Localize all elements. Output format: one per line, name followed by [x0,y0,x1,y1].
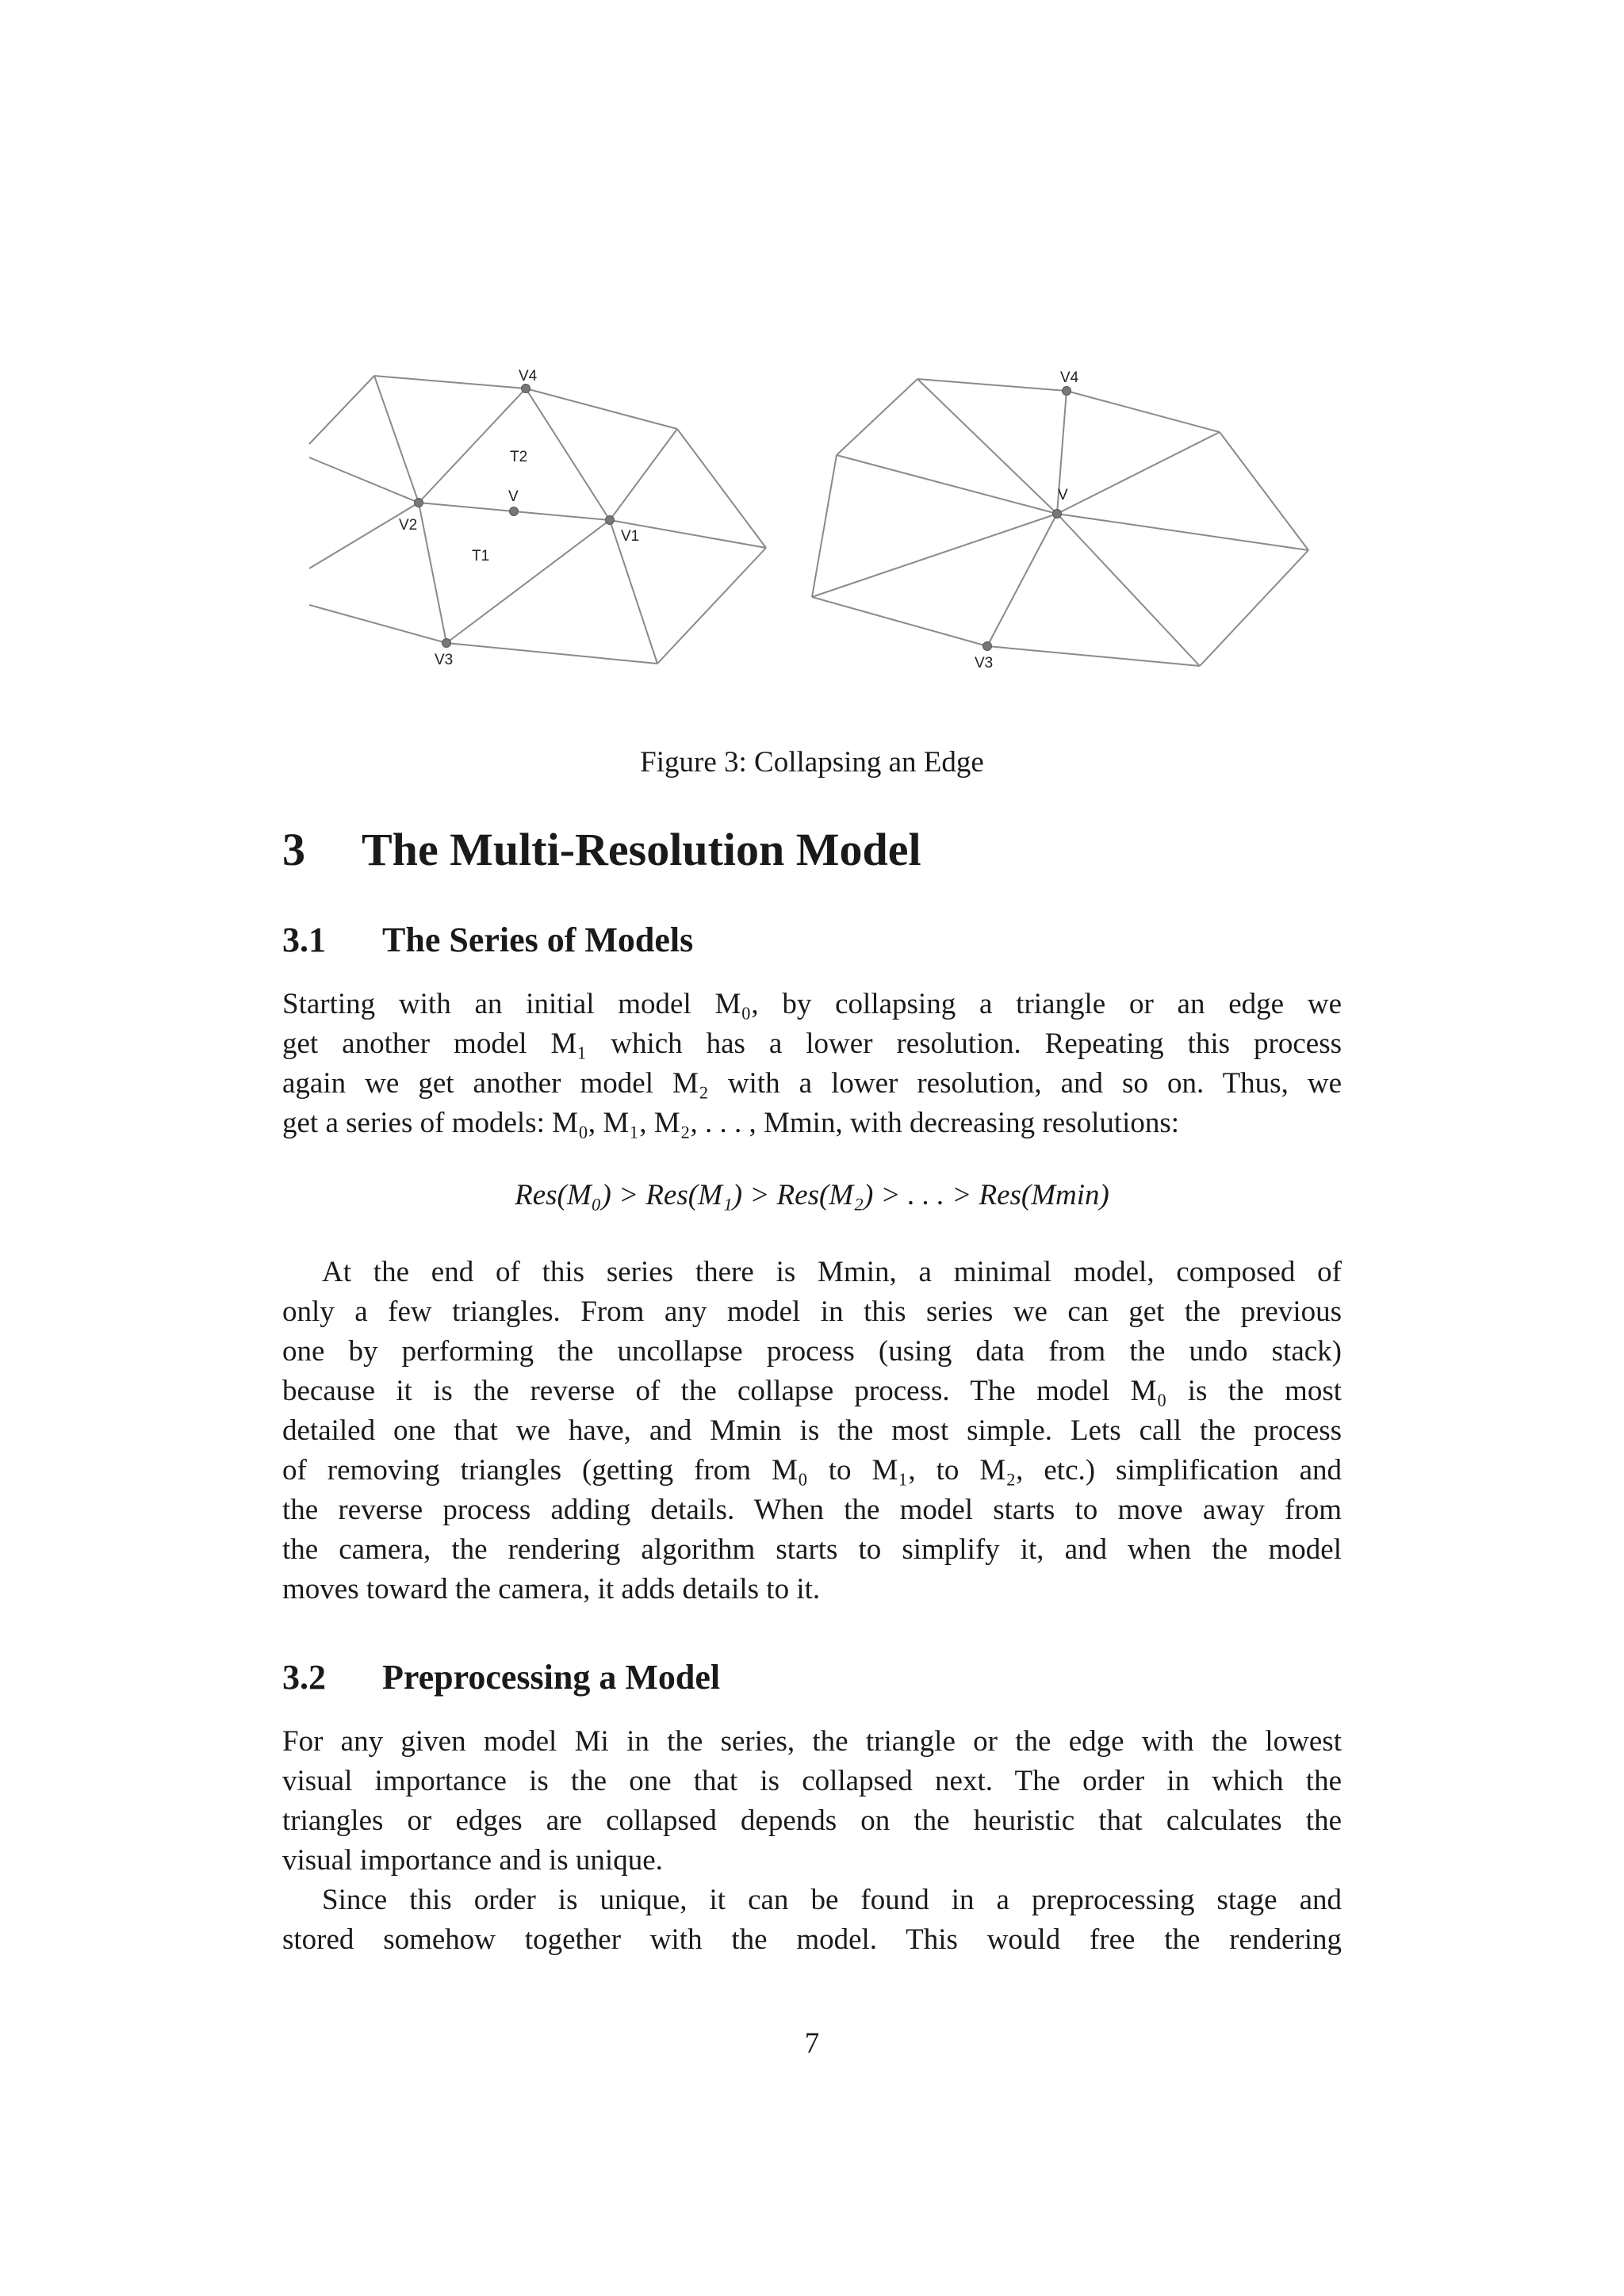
text-line: visual importance and is unique. [282,1844,663,1877]
section-title: The Multi-Resolution Model [362,824,921,875]
text-line: triangles or edges are collapsed depends on the heuristic that calculates the [282,1804,1342,1837]
section-heading [282,823,921,876]
page-number: 7 [804,2027,820,2060]
text-line: get a series of models: M₀, M₁, M₂, . . . , Mmin, with decreasing resolutions: [282,1107,1180,1139]
paragraph-series-details [282,1253,1342,1609]
label-v4: V4 [519,368,538,385]
text-line: the camera, the rendering algorithm starts to simplify it, and when the model [282,1533,1342,1566]
figure-caption: Figure 3: Collapsing an Edge [640,746,984,779]
label-t1: T1 [472,548,490,564]
left-mesh [309,368,766,668]
label-v2: V2 [399,517,418,534]
vertex-v-right [1053,510,1062,519]
resolution-equation: Res(M₀) > Res(M₁) > Res(M₂) > . . . > Res(Mmin) [515,1179,1109,1211]
label-v1: V1 [621,528,640,545]
vertex-v2 [415,499,423,507]
vertex-v [510,507,519,516]
vertex-v3-right [983,642,992,651]
text-line: the reverse process adding details. When the model starts to move away from [282,1494,1342,1526]
text-line: stored somehow together with the model. This would free the rendering [282,1923,1342,1956]
label-v: V [508,488,519,505]
vertex-v4-right [1063,387,1071,396]
paragraph-series-intro [282,985,1342,1143]
text-line: get another model M₁ which has a lower resolution. Repeating this process [282,1027,1342,1060]
subsection-title: Preprocessing a Model [382,1658,721,1697]
label-v3-right: V3 [975,655,994,672]
subsection-heading-3-1 [282,920,693,960]
vertex-v1 [606,516,615,525]
mesh-diagram [301,349,1332,698]
text-line: visual importance is the one that is collapsed next. The order in which the [282,1765,1342,1797]
label-v-right: V [1058,487,1068,503]
text-line: of removing triangles (getting from M₀ to M₁, to M₂, etc.) simplification and [282,1454,1342,1487]
text-line: For any given model Mi in the series, the triangle or the edge with the lowest [282,1725,1342,1758]
subsection-number: 3.2 [282,1658,326,1697]
label-v3: V3 [435,652,454,668]
text-line: only a few triangles. From any model in this series we can get the previous [282,1295,1342,1328]
subsection-heading-3-2 [282,1657,720,1697]
subsection-title: The Series of Models [382,920,694,959]
label-v4-right: V4 [1060,369,1079,386]
label-t2: T2 [510,449,528,465]
text-line: At the end of this series there is Mmin, a minimal model, composed of [322,1256,1342,1288]
text-line: Since this order is unique, it can be found in a preprocessing stage and [322,1884,1342,1916]
subsection-number: 3.1 [282,920,326,959]
paragraph-preprocessing [282,1722,1342,1960]
figure-collapsing-edge [301,349,1332,698]
text-line: detailed one that we have, and Mmin is the most simple. Lets call the process [282,1414,1342,1447]
text-line: moves toward the camera, it adds details to it. [282,1573,821,1605]
text-line: because it is the reverse of the collapse process. The model M₀ is the most [282,1375,1342,1407]
vertex-v4 [522,385,530,393]
text-line: one by performing the uncollapse process (using data from the undo stack) [282,1335,1342,1368]
section-number: 3 [282,824,305,875]
text-line: again we get another model M₂ with a lower resolution, and so on. Thus, we [282,1067,1342,1100]
text-line: Starting with an initial model M₀, by collapsing a triangle or an edge we [282,988,1342,1020]
vertex-v3 [442,639,451,648]
right-mesh [812,369,1308,672]
